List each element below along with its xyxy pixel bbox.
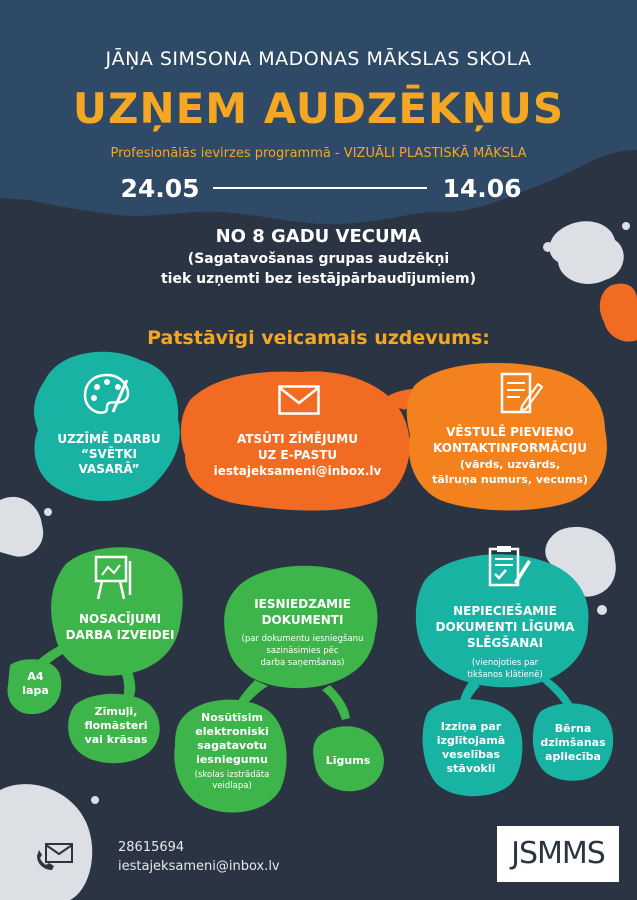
conditions-title-1: NOSACĪJUMI	[78, 612, 162, 626]
cert-line4: stāvokli	[446, 762, 496, 775]
draw-line2: “SVĒTKI	[81, 447, 137, 461]
palette-icon	[83, 372, 131, 418]
document-pen-icon	[500, 372, 544, 418]
program-line: Profesionālās ievirzes programmā - VIZUĀLI PLASTISKĀ MĀKSLA	[110, 146, 527, 161]
cert-line2: izglītojamā	[436, 734, 506, 747]
letter-line1: VĒSTULĒ PIEVIENO	[446, 425, 574, 439]
required-title-2: DOKUMENTI LĪGUMA	[435, 620, 575, 634]
footer-email[interactable]: iestajeksameni@inbox.lv	[118, 859, 280, 874]
send-line1: ATSŪTI ZĪMĒJUMU	[237, 432, 358, 446]
school-name: JĀŅA SIMSONA MADONAS MĀKSLAS SKOLA	[105, 48, 532, 70]
tools-line2: flomāsteri	[84, 719, 148, 732]
birth-line2: dzimšanas	[540, 736, 606, 749]
tools-line3: vai krāsas	[84, 733, 148, 746]
letter-line4: tālruņa numurs, vecums)	[432, 473, 588, 486]
documents-note-1: (par dokumentu iesniegšanu	[241, 634, 364, 644]
age-note-2: tiek uzņemti bez iestājpārbaudījumiem)	[160, 271, 477, 287]
date-end: 14.06	[442, 174, 522, 203]
easel-icon	[90, 553, 136, 601]
clipboard-check-icon	[486, 544, 532, 590]
required-note-2: tikšanos klātienē)	[467, 670, 543, 680]
required-title-1: NEPIECIEŠAMIE	[453, 604, 557, 618]
application-note-1: (skolas izstrādāta	[194, 770, 270, 780]
date-start: 24.05	[120, 174, 200, 203]
a4-line2: lapa	[22, 684, 49, 697]
tools-line1: Zīmuļi,	[94, 705, 138, 718]
birth-line1: Bērna	[554, 722, 592, 735]
application-line3: sagatavotu	[197, 739, 267, 752]
draw-line1: UZZĪMĒ DARBU	[57, 432, 161, 446]
send-email[interactable]: iestajeksameni@inbox.lv	[213, 464, 382, 478]
application-note-2: veidlapa)	[212, 781, 252, 791]
draw-line3: VASARĀ”	[78, 462, 140, 476]
envelope-icon	[278, 385, 320, 415]
footer-phone[interactable]: 28615694	[118, 840, 185, 855]
cert-line3: veselības	[441, 748, 501, 761]
send-line2: UZ E-PASTU	[257, 448, 338, 462]
phone-mail-icon	[34, 842, 76, 872]
application-line4: iesniegumu	[196, 753, 268, 766]
age-title: NO 8 GADU VECUMA	[215, 226, 422, 247]
application-line1: Nosūtīsim	[201, 711, 263, 724]
age-note-1: (Sagatavošanas grupas audzēkņi	[187, 251, 450, 267]
documents-note-2: sazināsimies pēc	[266, 646, 339, 656]
required-note-1: (vienojoties par	[471, 658, 539, 668]
school-logo: JSMMS	[511, 836, 605, 871]
cert-line1: Izziņa par	[440, 720, 502, 733]
documents-title-2: DOKUMENTI	[261, 613, 344, 627]
documents-title-1: IESNIEDZAMIE	[254, 597, 351, 611]
a4-line1: A4	[27, 670, 44, 683]
headline: UZŅEM AUDZĒKŅUS	[72, 84, 565, 133]
required-title-3: SLĒGŠANAI	[466, 636, 544, 650]
task-heading: Patstāvīgi veicamais uzdevums:	[147, 327, 490, 349]
conditions-title-2: DARBA IZVEIDEI	[65, 628, 175, 642]
letter-line3: (vārds, uzvārds,	[459, 458, 561, 471]
letter-line2: KONTAKTINFORMĀCIJU	[433, 441, 587, 455]
application-line2: elektroniski	[195, 725, 269, 738]
birth-line3: apliecība	[545, 750, 601, 763]
contract-label: Līgums	[325, 754, 371, 767]
documents-note-3: darba saņemšanas)	[260, 658, 345, 668]
